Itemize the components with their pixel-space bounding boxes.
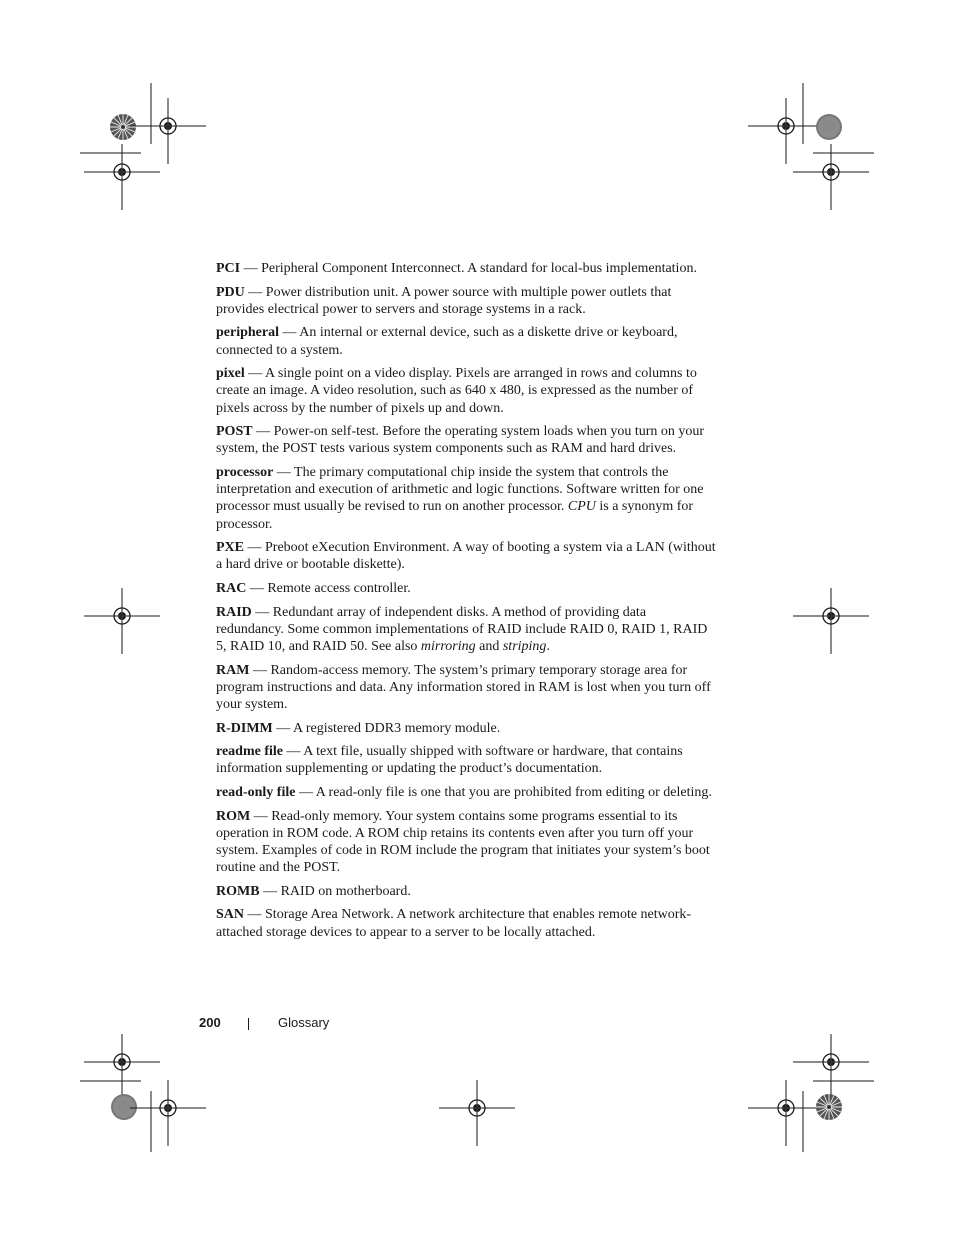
footer-divider xyxy=(248,1018,249,1030)
glossary-entry xyxy=(216,662,716,714)
glossary-definition: — The primary computational chip inside the system that controls the interpretation and execution of arithmetic and logic functions. Software written for one processor must usually be revised to run on another processor. xyxy=(216,464,704,515)
glossary-entry xyxy=(216,284,716,318)
glossary-entry xyxy=(216,743,716,777)
glossary-entry xyxy=(216,365,716,417)
glossary-definition-cont: is a synonym for processor. xyxy=(216,499,694,532)
glossary-entry xyxy=(216,260,716,277)
glossary-list xyxy=(216,260,716,947)
glossary-definition-cont: . xyxy=(546,638,550,654)
glossary-definition: — A registered DDR3 memory module. xyxy=(272,720,501,736)
glossary-term: POST xyxy=(216,424,253,440)
color-wheel-icon xyxy=(110,114,136,140)
glossary-term: PDU xyxy=(216,284,245,300)
glossary-entry xyxy=(216,883,716,900)
glossary-definition: — Peripheral Component Interconnect. A standard for local-bus implementation. xyxy=(240,261,697,276)
glossary-entry xyxy=(216,423,716,457)
glossary-term: R-DIMM xyxy=(216,720,273,736)
glossary-definition: — Power-on self-test. Before the operating system loads when you turn on your system, the POST tests various system components such as RAM and hard drives. xyxy=(216,424,705,457)
glossary-entry xyxy=(216,808,716,877)
glossary-term: RAID xyxy=(216,604,252,620)
glossary-entry xyxy=(216,539,716,573)
glossary-entry xyxy=(216,784,716,801)
glossary-term: ROMB xyxy=(216,883,260,899)
gray-dot-icon xyxy=(816,114,842,140)
glossary-definition: — Random-access memory. The system’s primary temporary storage area for program instructions and data. Any information stored in RAM is lost when you turn off your system. xyxy=(216,662,711,712)
footer-section-label: Glossary xyxy=(278,1015,330,1030)
glossary-term: RAM xyxy=(216,662,250,678)
glossary-entry xyxy=(216,720,716,737)
glossary-definition: — Storage Area Network. A network architecture that enables remote network-attached storage devices to appear to a server to be locally attached. xyxy=(216,907,692,940)
glossary-term: read-only file xyxy=(216,784,296,800)
glossary-definition: — Power distribution unit. A power source with multiple power outlets that provides electrical power to servers and storage systems in a rack. xyxy=(216,284,672,317)
page-footer xyxy=(0,1015,954,1035)
glossary-term: RAC xyxy=(216,580,247,596)
glossary-term: readme file xyxy=(216,744,283,760)
glossary-entry xyxy=(216,464,716,533)
glossary-definition: — Read-only memory. Your system contains some programs essential to its operation in ROM code. A ROM chip retains its contents even after you turn off your system. Examples of code in ROM include the program that initiates your system’s boot routine and the POST. xyxy=(216,808,710,876)
glossary-definition: — A text file, usually shipped with software or hardware, that contains information supplementing or updating the product’s documentation. xyxy=(216,744,683,777)
glossary-term: PCI xyxy=(216,261,241,276)
glossary-definition: — A read-only file is one that you are prohibited from editing or deleting. xyxy=(295,784,712,800)
glossary-term: processor xyxy=(216,464,274,480)
glossary-term: pixel xyxy=(216,366,245,382)
glossary-emphasis: mirroring xyxy=(420,638,476,654)
glossary-entry xyxy=(216,604,716,656)
glossary-entry xyxy=(216,580,716,597)
glossary-definition: — RAID on motherboard. xyxy=(259,883,411,899)
glossary-definition: — Remote access controller. xyxy=(246,580,411,596)
glossary-emphasis: striping xyxy=(502,638,547,654)
glossary-emphasis: CPU xyxy=(567,499,596,515)
glossary-term: PXE xyxy=(216,540,244,556)
glossary-definition: — A single point on a video display. Pixels are arranged in rows and columns to create an image. A video resolution, such as 640 x 480, is expressed as the number of pixels across by the number of pixels up and down. xyxy=(216,366,697,416)
glossary-term: SAN xyxy=(216,907,245,923)
glossary-definition-cont: and xyxy=(475,638,503,654)
glossary-term: ROM xyxy=(216,808,251,824)
glossary-definition: — Redundant array of independent disks. A method of providing data redundancy. Some common implementations of RAID include RAID 0, RAID 1, RAID 5, RAID 10, and RAID 50. See also xyxy=(216,604,708,654)
glossary-definition: — An internal or external device, such as a diskette drive or keyboard, connected to a system. xyxy=(216,325,678,358)
page-number: 200 xyxy=(199,1015,221,1030)
glossary-entry xyxy=(216,906,716,940)
glossary-entry xyxy=(216,324,716,358)
glossary-term: peripheral xyxy=(216,325,279,341)
glossary-definition: — Preboot eXecution Environment. A way of booting a system via a LAN (without a hard drive or bootable diskette). xyxy=(216,540,716,573)
